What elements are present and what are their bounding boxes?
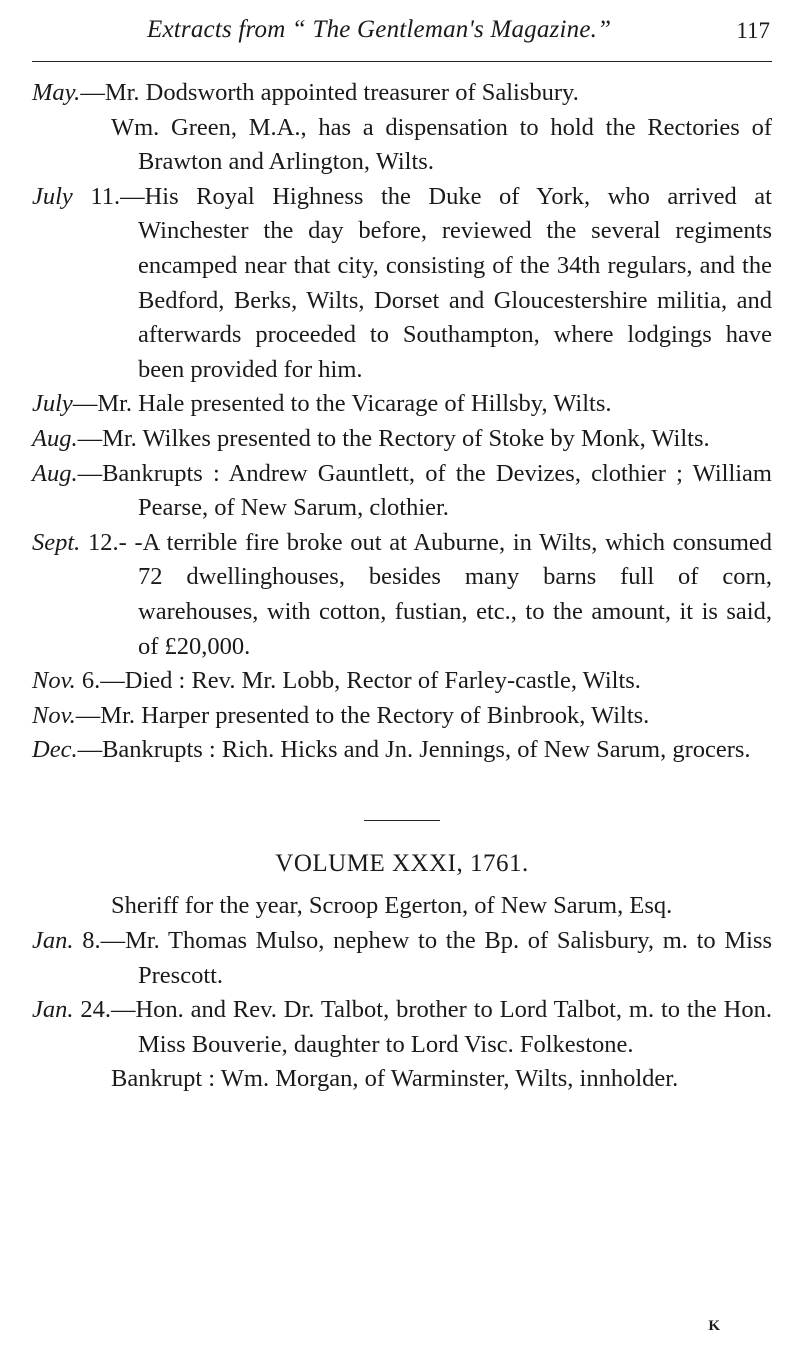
entry-dec	[32, 733, 772, 768]
entry-text: —Bankrupts : Rich. Hicks and Jn. Jennings, of New Sarum, grocers.	[77, 736, 751, 764]
entry-nov-harper	[32, 699, 772, 734]
entry-text: —Mr. Harper presented to the Rectory of Binbrook, Wilts.	[75, 701, 650, 729]
entry-bankrupt-morgan	[32, 1062, 772, 1097]
entry-jan-24	[32, 993, 772, 1062]
entry-date: July	[32, 182, 73, 210]
entry-text: —Mr. Dodsworth appointed treasurer of Salisbury.	[80, 79, 579, 106]
section-separator-rule	[364, 820, 440, 821]
entry-text: Bankrupt : Wm. Morgan, of Warminster, Wilts, innholder.	[111, 1065, 679, 1093]
entry-text: Sheriff for the year, Scroop Egerton, of New Sarum, Esq.	[111, 892, 673, 920]
page-number: 117	[736, 18, 770, 43]
entry-text: 6.—Died : Rev. Mr. Lobb, Rector of Farley-castle, Wilts.	[75, 667, 641, 695]
header-rule	[32, 61, 772, 62]
entry-date: July	[32, 390, 73, 418]
entry-text: —Mr. Wilkes presented to the Rectory of Stoke by Monk, Wilts.	[77, 424, 710, 452]
entry-july	[32, 387, 772, 422]
entry-date: Nov.	[32, 701, 76, 729]
entry-nov-6	[32, 664, 772, 699]
entry-aug-wilkes	[32, 422, 772, 457]
body-text	[32, 76, 772, 1097]
entry-aug-bankrupts	[32, 457, 772, 526]
entry-text: 24.—Hon. and Rev. Dr. Talbot, brother to Lord Talbot, m. to the Hon. Miss Bouverie, daughter to Lord Visc. Folkestone.	[73, 996, 772, 1058]
entry-text: Wm. Green, M.A., has a dispensation to hold the Rectories of Brawton and Arlington, Wilts.	[111, 113, 772, 176]
entry-date: Nov.	[32, 667, 76, 695]
entry-jan-8	[32, 924, 772, 993]
entry-sheriff	[32, 889, 772, 924]
entry-may	[32, 76, 772, 111]
entry-date: Sept.	[32, 528, 81, 556]
signature-mark: K	[708, 1318, 720, 1334]
entry-sept-12	[32, 526, 772, 664]
entry-text: —Bankrupts : Andrew Gauntlett, of the Devizes, clothier ; William Pearse, of New Sarum, clothier.	[77, 459, 772, 522]
entry-date: Jan.	[32, 996, 74, 1024]
entry-text: 8.—Mr. Thomas Mulso, nephew to the Bp. of Salisbury, m. to Miss Prescott.	[73, 927, 772, 989]
entry-text: —Mr. Hale presented to the Vicarage of Hillsby, Wilts.	[72, 390, 612, 418]
entry-date: Aug.	[32, 459, 78, 487]
entry-july-11	[32, 180, 772, 388]
entry-date: Dec.	[32, 736, 78, 764]
running-header	[32, 14, 772, 54]
entry-date: Aug.	[32, 424, 78, 452]
entry-text: 12.- -A terrible fire broke out at Auburne, in Wilts, which consumed 72 dwellinghouses, besides many barns full of corn, warehouses, with cotton, fustian, etc., to the amount, it is said, of £20,000.	[80, 528, 772, 660]
running-title: Extracts from “ The Gentleman's Magazine.”	[147, 16, 612, 43]
volume-heading: VOLUME XXXI, 1761.	[275, 849, 529, 877]
entry-date: May.	[32, 79, 81, 106]
entry-text: 11.—His Royal Highness the Duke of York, who arrived at Winchester the day before, reviewed the several regiments encamped near that city, consisting of the 34th regulars, and the Bedford, Berks, Wilts, Dorset and Gloucestershire militia, and afterwards proceeded to Southampton, where lodgings have been provided for him.	[72, 182, 772, 383]
entry-date: Jan.	[32, 927, 74, 955]
entry-green-dispensation	[32, 111, 772, 180]
